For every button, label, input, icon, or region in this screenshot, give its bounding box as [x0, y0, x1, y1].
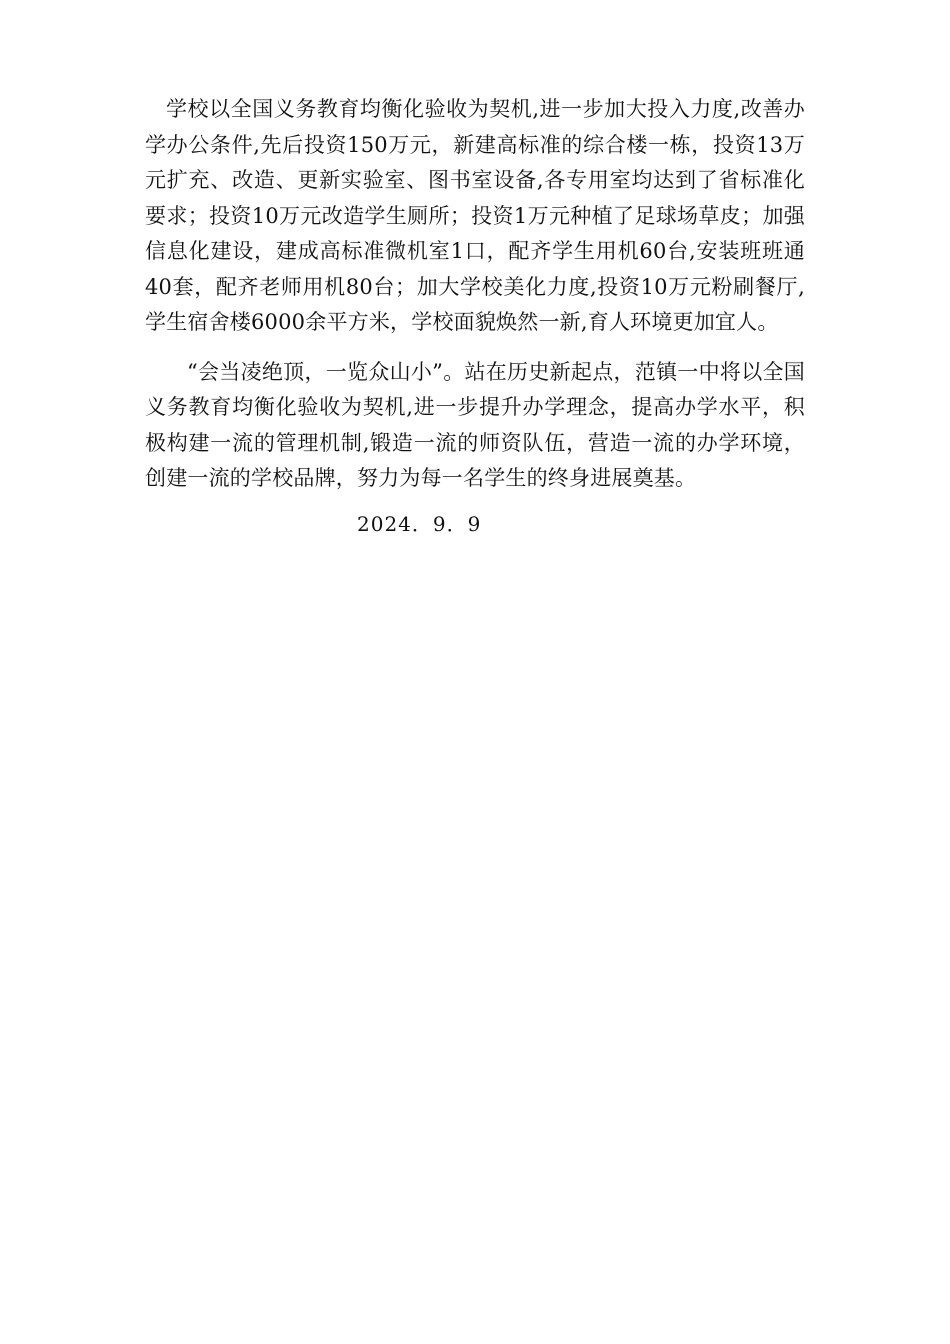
document-date: 2024．9．9 — [357, 511, 482, 536]
paragraph-outlook: “会当凌绝顶，一览众山小”。站在历史新起点，范镇一中将以全国义务教育均衡化验收为契机,进一步提升办学理念，提高办学水平，积极构建一流的管理机制,锻造一流的师资队伍，营造一流的办学环境，创建一流的学校品牌，努力为每一名学生的终身进展奠基。 — [145, 359, 805, 490]
document-page — [145, 92, 805, 542]
paragraph-investment: 学校以全国义务教育均衡化验收为契机,进一步加大投入力度,改善办学办公条件,先后投资150万元，新建高标准的综合楼一栋，投资13万元扩充、改造、更新实验室、图书室设备,各专用室均达到了省标准化要求；投资10万元改造学生厕所；投资1万元种植了足球场草皮；加强信息化建设，建成高标准微机室1口，配齐学生用机60台,安装班班通40套，配齐老师用机80台；加大学校美化力度,投资10万元粉刷餐厅,学生宿舍楼6000余平方米，学校面貌焕然一新,育人环境更加宜人。 — [145, 97, 805, 334]
